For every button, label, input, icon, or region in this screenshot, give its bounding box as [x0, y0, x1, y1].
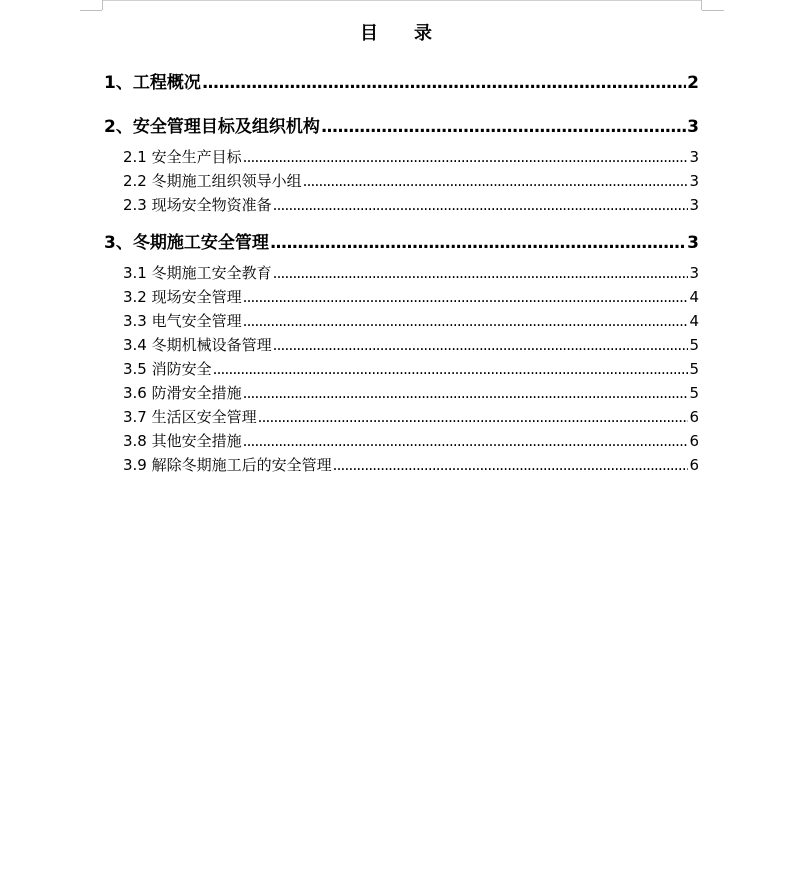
toc-dot-leader [273, 336, 689, 354]
corner-mark-top-left [80, 10, 102, 11]
toc-dot-leader [202, 73, 686, 93]
toc-entry-label: 2.1 安全生产目标 [123, 148, 242, 166]
toc-dot-leader [273, 264, 689, 282]
toc-entry[interactable] [123, 358, 699, 379]
toc-dot-leader [213, 360, 689, 378]
corner-mark-top-left-vertical [102, 0, 103, 10]
toc-entry-label: 2、安全管理目标及组织机构 [104, 117, 320, 137]
toc-dot-leader [321, 117, 686, 137]
toc-entry[interactable] [123, 406, 699, 427]
toc-entry-label: 3.1 冬期施工安全教育 [123, 264, 272, 282]
toc-entry[interactable] [123, 286, 699, 307]
toc-entry-label: 3.8 其他安全措施 [123, 432, 242, 450]
toc-entry-page: 3 [689, 196, 699, 214]
toc-title-char-2: 录 [414, 23, 432, 44]
toc-dot-leader [273, 196, 689, 214]
toc-dot-leader [243, 148, 689, 166]
toc-entry-page: 3 [687, 233, 699, 253]
toc-entry[interactable] [123, 194, 699, 215]
toc-entry-label: 3、冬期施工安全管理 [104, 233, 269, 253]
toc-entry-page: 5 [689, 360, 699, 378]
toc-dot-leader [270, 233, 686, 253]
toc-dot-leader [243, 288, 689, 306]
toc-title-char-1: 目 [360, 23, 378, 44]
toc-entry-page: 6 [689, 456, 699, 474]
toc-entry-page: 3 [689, 264, 699, 282]
toc-entry-label: 3.9 解除冬期施工后的安全管理 [123, 456, 332, 474]
toc-entry-page: 4 [689, 288, 699, 306]
toc-dot-leader [243, 312, 689, 330]
toc-entry-label: 3.5 消防安全 [123, 360, 212, 378]
toc-entry[interactable] [104, 228, 699, 253]
toc-dot-leader [243, 432, 689, 450]
toc-dot-leader [258, 408, 689, 426]
toc-entry-page: 2 [687, 73, 699, 93]
corner-mark-top-right-vertical [701, 0, 702, 10]
toc-entry[interactable] [123, 262, 699, 283]
toc-entry-page: 3 [689, 148, 699, 166]
toc-entry[interactable] [123, 454, 699, 475]
toc-entry-page: 6 [689, 432, 699, 450]
toc-entry[interactable] [104, 68, 699, 93]
corner-mark-top-right [702, 10, 724, 11]
toc-entry[interactable] [104, 112, 699, 137]
toc-entry-label: 3.7 生活区安全管理 [123, 408, 257, 426]
toc-title [0, 19, 792, 45]
page-top-edge [102, 0, 702, 1]
toc-dot-leader [303, 172, 689, 190]
toc-entry-page: 5 [689, 384, 699, 402]
toc-entry-page: 3 [689, 172, 699, 190]
toc-entry-page: 6 [689, 408, 699, 426]
toc-entry-page: 4 [689, 312, 699, 330]
toc-dot-leader [333, 456, 689, 474]
toc-entry[interactable] [123, 310, 699, 331]
toc-entry-label: 2.2 冬期施工组织领导小组 [123, 172, 302, 190]
toc-entry-page: 5 [689, 336, 699, 354]
toc-entry-label: 2.3 现场安全物资准备 [123, 196, 272, 214]
toc-entry[interactable] [123, 334, 699, 355]
toc-entry-label: 1、工程概况 [104, 73, 201, 93]
toc-entry-label: 3.2 现场安全管理 [123, 288, 242, 306]
toc-dot-leader [243, 384, 689, 402]
toc-entry-label: 3.4 冬期机械设备管理 [123, 336, 272, 354]
toc-entry[interactable] [123, 170, 699, 191]
toc-entry[interactable] [123, 382, 699, 403]
toc-entry-label: 3.6 防滑安全措施 [123, 384, 242, 402]
toc-entry-label: 3.3 电气安全管理 [123, 312, 242, 330]
toc-entry[interactable] [123, 430, 699, 451]
toc-entry[interactable] [123, 146, 699, 167]
toc-entry-page: 3 [687, 117, 699, 137]
